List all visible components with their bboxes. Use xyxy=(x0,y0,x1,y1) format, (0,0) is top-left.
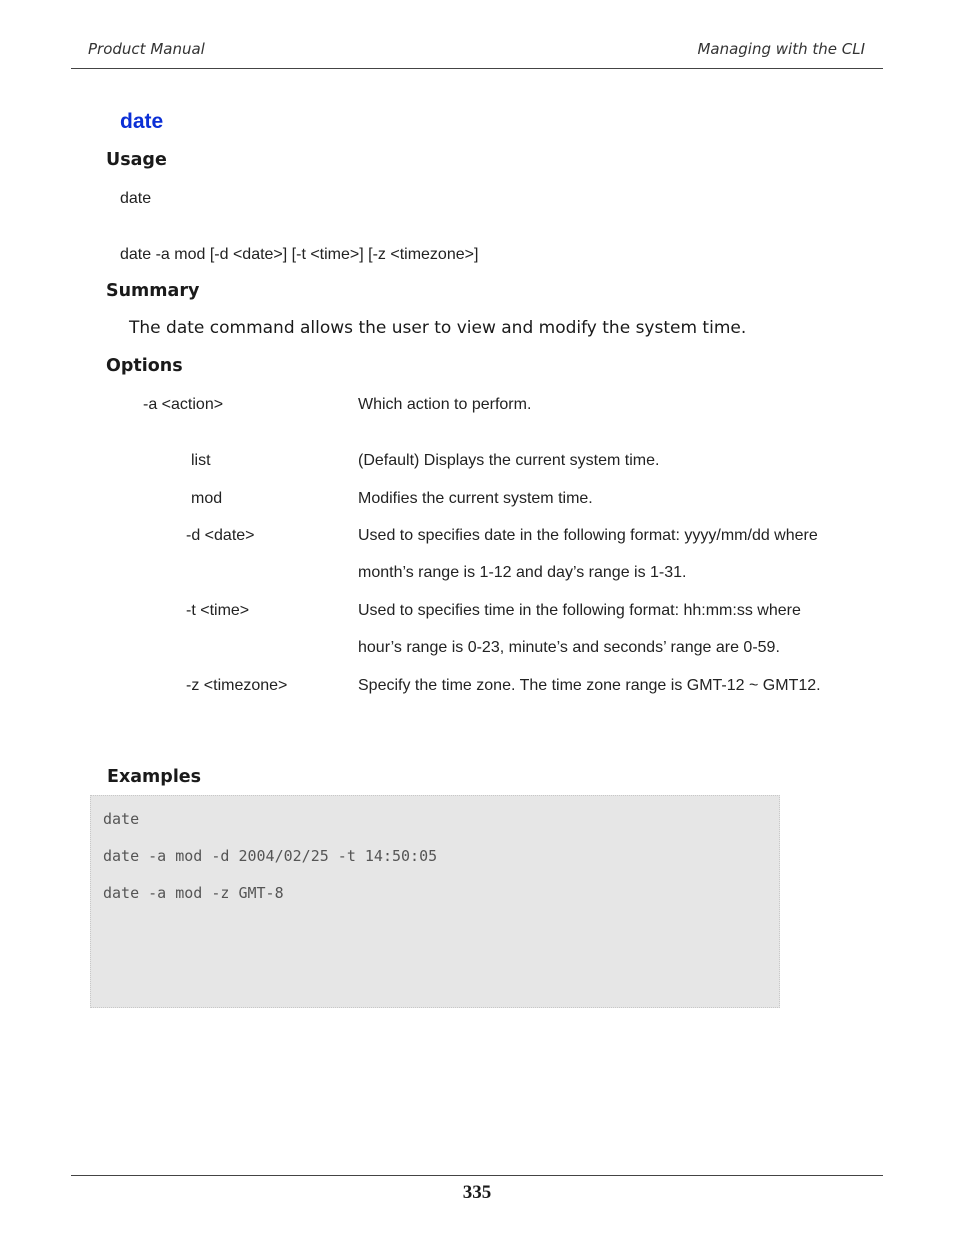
summary-text: The date command allows the user to view and modify the system time. xyxy=(129,318,747,338)
examples-heading: Examples xyxy=(107,767,202,787)
option-description-continuation: hour’s range is 0-23, minute’s and seconds’ range are 0-59. xyxy=(358,639,780,656)
option-description: Used to specifies date in the following format: yyyy/mm/dd where xyxy=(358,527,818,544)
option-name: -z <timezone> xyxy=(186,677,288,694)
example-code-block xyxy=(90,795,780,1008)
option-name: -d <date> xyxy=(186,527,255,544)
header-rule xyxy=(71,68,883,69)
example-code-line: date -a mod -d 2004/02/25 -t 14:50:05 xyxy=(103,847,438,865)
usage-line: date xyxy=(120,190,152,207)
option-description: Modifies the current system time. xyxy=(358,490,593,507)
option-name: -t <time> xyxy=(186,602,250,619)
usage-heading: Usage xyxy=(106,150,167,170)
header-right: Managing with the CLI xyxy=(697,40,865,58)
header-left: Product Manual xyxy=(88,40,205,58)
option-description: (Default) Displays the current system time. xyxy=(358,452,660,469)
option-description: Used to specifies time in the following format: hh:mm:ss where xyxy=(358,602,801,619)
page-title: date xyxy=(120,110,164,133)
summary-heading: Summary xyxy=(106,281,200,301)
page-number: 335 xyxy=(462,1182,492,1203)
option-description: Specify the time zone. The time zone range is GMT-12 ~ GMT12. xyxy=(358,677,821,694)
option-name: -a <action> xyxy=(143,396,224,413)
option-name: mod xyxy=(191,490,223,507)
footer-rule xyxy=(71,1175,883,1176)
option-description: Which action to perform. xyxy=(358,396,532,413)
example-code-line: date xyxy=(103,810,140,828)
option-name: list xyxy=(191,452,211,469)
option-description-continuation: month’s range is 1-12 and day’s range is 1-31. xyxy=(358,564,687,581)
options-heading: Options xyxy=(106,356,183,376)
example-code-line: date -a mod -z GMT-8 xyxy=(103,884,284,902)
usage-line: date -a mod [-d <date>] [-t <time>] [-z <timezone>] xyxy=(120,246,479,263)
